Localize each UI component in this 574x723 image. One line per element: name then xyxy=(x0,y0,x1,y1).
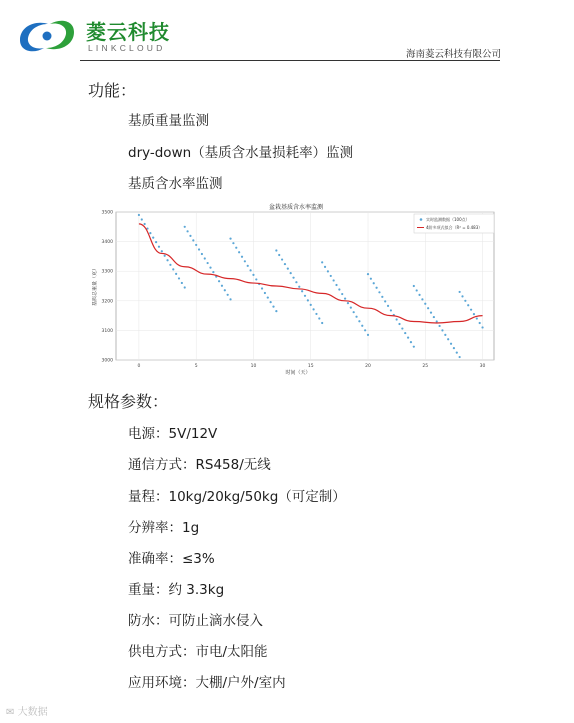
chart-data-point xyxy=(461,295,463,297)
watermark-text: 大数据 xyxy=(17,707,48,718)
chart-data-point xyxy=(447,338,449,340)
chart-data-point xyxy=(404,332,406,334)
chart-data-point xyxy=(375,287,377,289)
chart-data-point xyxy=(195,244,197,246)
spec-item: 供电方式：市电/太阳能 xyxy=(128,644,268,660)
chart-data-point xyxy=(350,307,352,309)
spec-item: 准确率：≤3% xyxy=(128,551,215,567)
chart-data-point xyxy=(459,356,461,358)
spec-item: 应用环境：大棚/户外/室内 xyxy=(128,675,286,691)
chart-data-point xyxy=(450,343,452,345)
feature-item: 基质含水率监测 xyxy=(128,176,223,192)
chart-data-point xyxy=(341,293,343,295)
chart-data-point xyxy=(413,285,415,287)
chart-data-point xyxy=(221,285,223,287)
linkcloud-logo-icon xyxy=(14,14,80,58)
specs-title: 规格参数： xyxy=(88,392,169,411)
chart-data-point xyxy=(178,277,180,279)
legend-label: 实时监测数据（100点） xyxy=(426,217,470,222)
chart-title: 盆栽基质含水率监测 xyxy=(268,204,324,211)
chart-data-point xyxy=(367,334,369,336)
chart-legend xyxy=(414,214,494,233)
chart-data-point xyxy=(441,329,443,331)
chart-data-point xyxy=(413,346,415,348)
chart-data-point xyxy=(184,286,186,288)
chart-data-point xyxy=(355,316,357,318)
chart-data-point xyxy=(155,241,157,243)
chart-data-point xyxy=(470,309,472,311)
legend-label: 4阶多项式拟合（R² = 0.483） xyxy=(426,225,483,230)
chart-data-point xyxy=(161,250,163,252)
chart-y-axis-label: 基质总重量（克） xyxy=(92,265,98,307)
chart-data-point xyxy=(227,294,229,296)
spec-item: 分辨率：1g xyxy=(128,520,200,536)
chart-data-point xyxy=(284,263,286,265)
chart-data-point xyxy=(318,317,320,319)
chart-data-point xyxy=(158,246,160,248)
chart-data-point xyxy=(327,270,329,272)
chart-data-point xyxy=(175,273,177,275)
chart-data-point xyxy=(224,289,226,291)
chart-y-tick-label: 3000 xyxy=(101,358,113,364)
chart-data-point xyxy=(456,352,458,354)
chart-data-point xyxy=(416,289,418,291)
spec-item: 防水：可防止滴水侵入 xyxy=(128,613,263,629)
brand-name-cn: 菱云科技 xyxy=(86,20,170,44)
moisture-chart xyxy=(92,200,500,378)
chart-data-point xyxy=(479,322,481,324)
chart-data-point xyxy=(169,264,171,266)
chart-data-point xyxy=(307,299,309,301)
chart-data-point xyxy=(152,237,154,239)
chart-data-point xyxy=(270,301,272,303)
chart-data-point xyxy=(433,316,435,318)
chart-data-point xyxy=(364,329,366,331)
chart-data-point xyxy=(321,261,323,263)
chart-data-point xyxy=(192,239,194,241)
chart-data-point xyxy=(241,256,243,258)
chart-data-point xyxy=(367,273,369,275)
chart-data-point xyxy=(387,305,389,307)
chart-data-point xyxy=(390,309,392,311)
chart-data-point xyxy=(330,275,332,277)
chart-data-point xyxy=(261,287,263,289)
chart-data-point xyxy=(424,303,426,305)
watermark-icon: ✉ xyxy=(6,707,15,718)
chart-data-point xyxy=(361,325,363,327)
chart-x-tick-label: 25 xyxy=(422,364,429,369)
chart-data-point xyxy=(301,290,303,292)
chart-data-point xyxy=(264,292,266,294)
chart-data-point xyxy=(378,291,380,293)
chart-data-point xyxy=(396,318,398,320)
chart-data-point xyxy=(459,291,461,293)
chart-data-point xyxy=(238,251,240,253)
chart-data-point xyxy=(481,326,483,328)
chart-data-point xyxy=(278,254,280,256)
chart-data-point xyxy=(353,311,355,313)
chart-data-point xyxy=(473,313,475,315)
chart-y-tick-label: 3500 xyxy=(101,210,113,216)
chart-data-point xyxy=(204,257,206,259)
document-header xyxy=(0,0,574,64)
chart-x-tick-label: 0 xyxy=(137,364,141,369)
chart-data-point xyxy=(453,347,455,349)
chart-data-point xyxy=(436,320,438,322)
legend-scatter-marker xyxy=(420,218,423,221)
chart-data-point xyxy=(444,334,446,336)
chart-data-point xyxy=(333,279,335,281)
chart-data-point xyxy=(438,325,440,327)
chart-data-point xyxy=(312,308,314,310)
chart-data-point xyxy=(373,282,375,284)
chart-data-point xyxy=(141,218,143,220)
feature-item: dry-down（基质含水量损耗率）监测 xyxy=(128,145,354,161)
chart-data-point xyxy=(344,297,346,299)
chart-x-tick-label: 10 xyxy=(250,364,257,369)
chart-data-point xyxy=(418,294,420,296)
chart-data-point xyxy=(358,320,360,322)
chart-data-point xyxy=(298,286,300,288)
chart-data-point xyxy=(229,298,231,300)
chart-data-point xyxy=(281,258,283,260)
chart-y-tick-label: 3200 xyxy=(101,299,113,305)
chart-data-point xyxy=(186,230,188,232)
chart-data-point xyxy=(275,310,277,312)
chart-data-point xyxy=(164,255,166,257)
chart-data-point xyxy=(189,235,191,237)
chart-data-point xyxy=(370,278,372,280)
chart-data-point xyxy=(335,284,337,286)
chart-data-point xyxy=(184,226,186,228)
chart-data-point xyxy=(381,296,383,298)
chart-data-point xyxy=(212,271,214,273)
chart-data-point xyxy=(244,260,246,262)
chart-data-point xyxy=(384,300,386,302)
chart-data-point xyxy=(144,223,146,225)
chart-y-tick-label: 3100 xyxy=(101,328,113,334)
chart-data-point xyxy=(407,337,409,339)
chart-data-point xyxy=(267,296,269,298)
chart-data-point xyxy=(401,327,403,329)
chart-plot-area xyxy=(116,212,494,360)
chart-data-point xyxy=(247,265,249,267)
chart-data-point xyxy=(209,266,211,268)
chart-data-point xyxy=(255,278,257,280)
spec-item: 通信方式：RS458/无线 xyxy=(128,457,271,473)
chart-data-point xyxy=(229,238,231,240)
chart-data-point xyxy=(464,300,466,302)
chart-data-point xyxy=(287,268,289,270)
chart-data-point xyxy=(295,281,297,283)
chart-data-point xyxy=(292,277,294,279)
brand-name-en: LINKCLOUD xyxy=(88,43,166,53)
company-name: 海南菱云科技有限公司 xyxy=(405,49,501,60)
chart-data-point xyxy=(201,253,203,255)
features-title: 功能： xyxy=(88,81,137,100)
chart-x-tick-label: 15 xyxy=(307,364,314,369)
chart-x-tick-label: 5 xyxy=(194,364,198,369)
chart-data-point xyxy=(249,269,251,271)
chart-data-point xyxy=(181,282,183,284)
chart-data-point xyxy=(272,306,274,308)
chart-data-point xyxy=(324,266,326,268)
header-rule xyxy=(80,60,500,61)
chart-data-point xyxy=(427,307,429,309)
chart-x-tick-label: 20 xyxy=(365,364,371,369)
chart-data-point xyxy=(198,248,200,250)
spec-item: 重量：约 3.3kg xyxy=(128,582,225,598)
chart-data-point xyxy=(321,322,323,324)
chart-data-point xyxy=(252,274,254,276)
chart-y-tick-label: 3400 xyxy=(101,240,113,246)
chart-data-point xyxy=(235,247,237,249)
chart-data-point xyxy=(166,259,168,261)
chart-data-point xyxy=(138,214,140,216)
chart-data-point xyxy=(467,304,469,306)
chart-data-point xyxy=(476,317,478,319)
chart-y-tick-label: 3300 xyxy=(101,269,113,275)
chart-data-point xyxy=(218,280,220,282)
spec-item: 电源：5V/12V xyxy=(128,426,218,442)
chart-data-point xyxy=(207,262,209,264)
chart-data-point xyxy=(275,249,277,251)
chart-data-point xyxy=(347,302,349,304)
chart-data-point xyxy=(315,313,317,315)
chart-data-point xyxy=(304,295,306,297)
moisture-chart-svg xyxy=(92,200,500,378)
chart-data-point xyxy=(421,298,423,300)
chart-data-point xyxy=(310,304,312,306)
spec-item: 量程：10kg/20kg/50kg（可定制） xyxy=(128,489,346,505)
chart-data-point xyxy=(338,288,340,290)
watermark xyxy=(6,703,48,718)
chart-x-tick-label: 30 xyxy=(479,364,486,369)
chart-data-point xyxy=(232,242,234,244)
chart-x-axis-label: 时间（天） xyxy=(285,370,311,376)
chart-data-point xyxy=(172,268,174,270)
chart-data-point xyxy=(430,312,432,314)
chart-data-point xyxy=(398,323,400,325)
chart-data-point xyxy=(149,232,151,234)
chart-data-point xyxy=(410,341,412,343)
feature-item: 基质重量监测 xyxy=(128,113,209,129)
chart-data-point xyxy=(290,272,292,274)
